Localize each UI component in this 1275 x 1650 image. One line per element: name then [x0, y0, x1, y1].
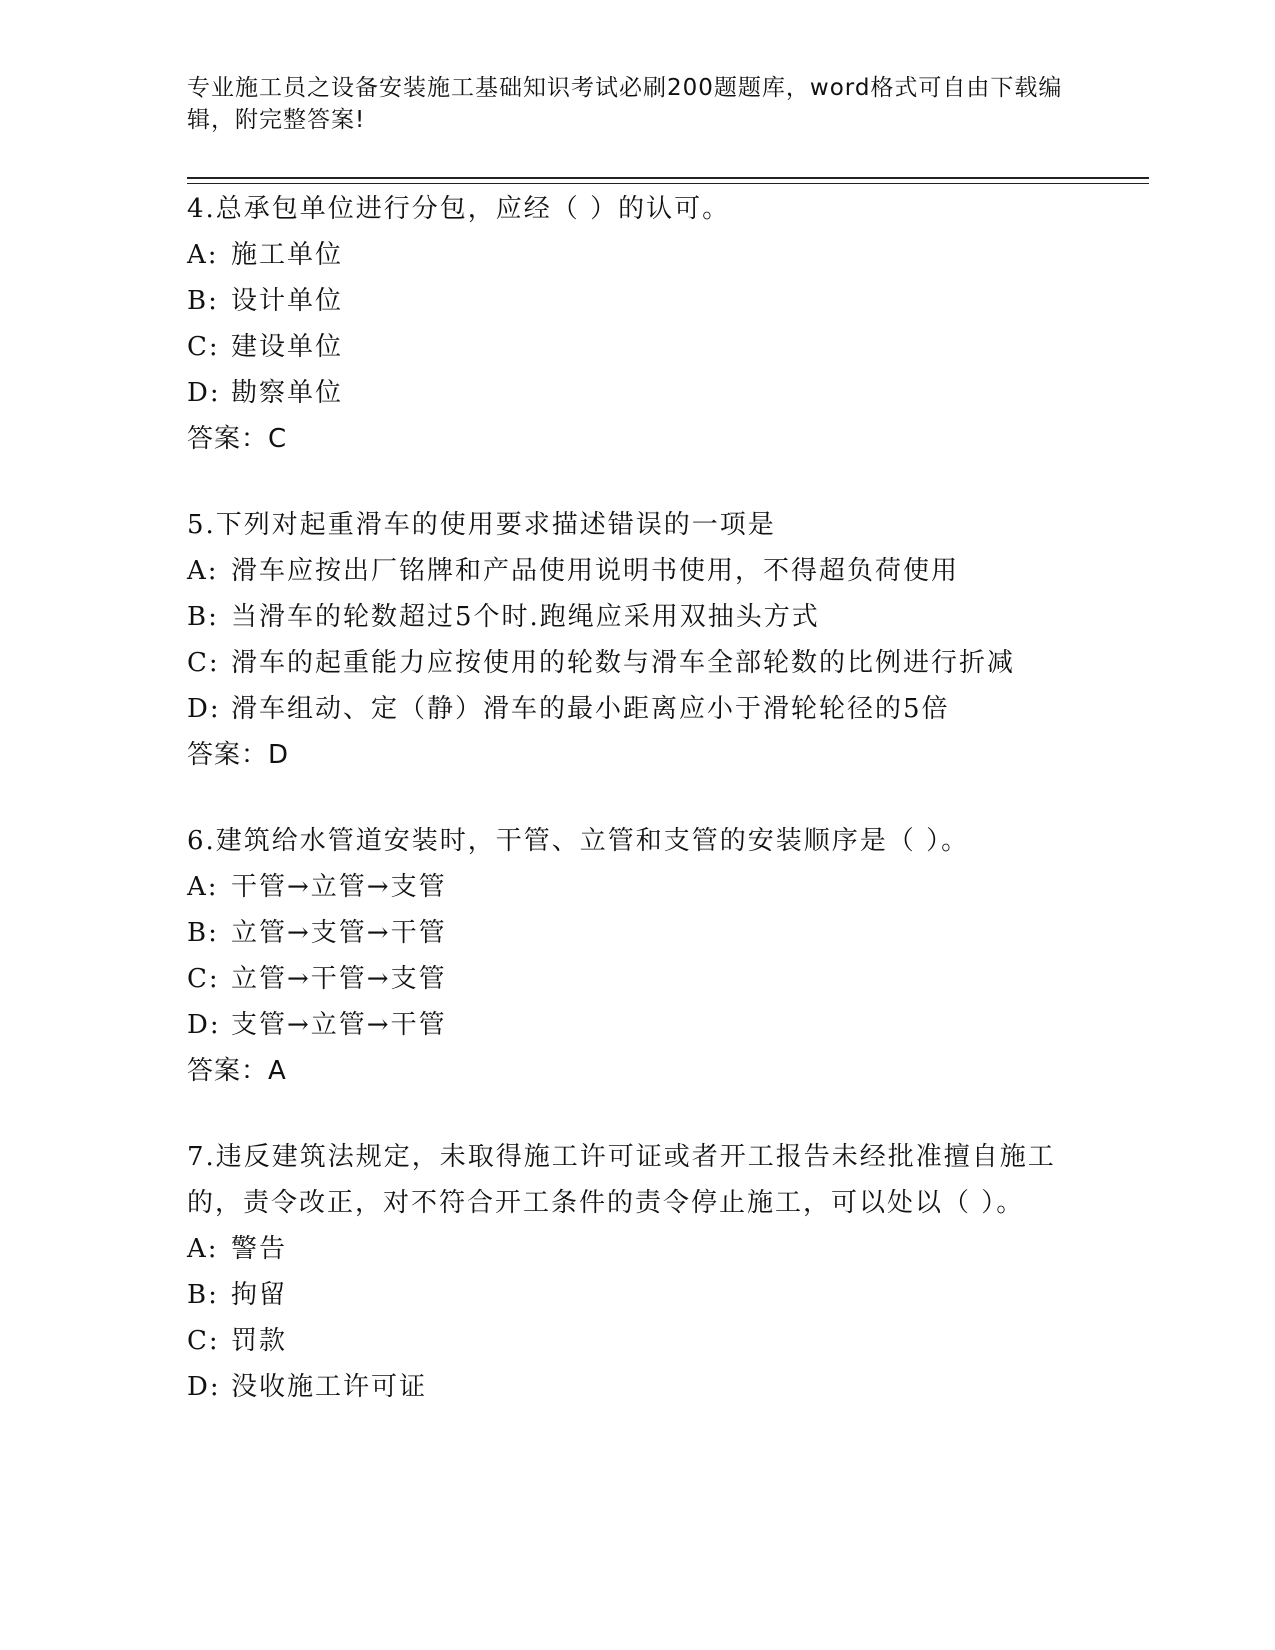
option-text: 滑车的起重能力应按使用的轮数与滑车全部轮数的比例进行折减	[231, 648, 1016, 678]
answer-line: 答案：C	[187, 424, 288, 454]
option-key: C:	[187, 648, 220, 678]
option-d	[187, 686, 1149, 732]
option-text: 没收施工许可证	[231, 1372, 428, 1402]
answer-line: 答案：D	[187, 740, 290, 770]
option-text: 建设单位	[231, 332, 344, 362]
option-text: 滑车应按出厂铭牌和产品使用说明书使用，不得超负荷使用	[231, 556, 960, 586]
question-stem: 5.下列对起重滑车的使用要求描述错误的一项是	[187, 510, 776, 540]
option-text: 勘察单位	[231, 378, 344, 408]
option-text: 设计单位	[231, 286, 344, 316]
question-stem: 4.总承包单位进行分包，应经（ ）的认可。	[187, 194, 731, 224]
option-key: B:	[187, 286, 219, 316]
option-key: B:	[187, 1280, 219, 1310]
option-text: 滑车组动、定（静）滑车的最小距离应小于滑轮轮径的5倍	[231, 694, 950, 724]
option-key: D:	[187, 1372, 221, 1402]
option-c	[187, 1318, 1149, 1364]
option-key: A:	[187, 1234, 219, 1264]
question-5	[187, 502, 1149, 778]
option-key: A:	[187, 240, 219, 270]
header-divider	[187, 177, 1149, 184]
option-d	[187, 370, 1149, 416]
option-key: A:	[187, 556, 219, 586]
option-text: 罚款	[231, 1326, 288, 1356]
option-a	[187, 548, 1149, 594]
option-text: 拘留	[231, 1280, 288, 1310]
option-key: B:	[187, 602, 219, 632]
option-key: A:	[187, 872, 219, 902]
question-stem: 7.违反建筑法规定，未取得施工许可证或者开工报告未经批准擅自施工的，责令改正，对不符合开工条件的责令停止施工，可以处以（ ）。	[187, 1142, 1056, 1218]
option-text: 施工单位	[231, 240, 344, 270]
option-key: D:	[187, 1010, 221, 1040]
option-key: C:	[187, 1326, 220, 1356]
option-c	[187, 324, 1149, 370]
question-4	[187, 186, 1149, 462]
option-c	[187, 956, 1149, 1002]
option-b	[187, 278, 1149, 324]
option-text: 干管→立管→支管	[231, 872, 447, 902]
option-key: C:	[187, 332, 220, 362]
option-key: D:	[187, 378, 221, 408]
option-a	[187, 864, 1149, 910]
option-text: 当滑车的轮数超过5个时.跑绳应采用双抽头方式	[231, 602, 820, 632]
option-b	[187, 1272, 1149, 1318]
option-text: 立管→干管→支管	[231, 964, 447, 994]
option-text: 支管→立管→干管	[231, 1010, 447, 1040]
question-list	[187, 186, 1149, 1450]
document-header: 专业施工员之设备安装施工基础知识考试必刷200题题库，word格式可自由下载编辑，附完整答案!	[187, 75, 1063, 133]
question-6	[187, 818, 1149, 1094]
option-a	[187, 232, 1149, 278]
question-stem: 6.建筑给水管道安装时，干管、立管和支管的安装顺序是（ ）。	[187, 826, 970, 856]
option-d	[187, 1364, 1149, 1410]
option-key: D:	[187, 694, 221, 724]
option-b	[187, 910, 1149, 956]
answer-line: 答案：A	[187, 1056, 287, 1086]
option-b	[187, 594, 1149, 640]
option-key: C:	[187, 964, 220, 994]
option-a	[187, 1226, 1149, 1272]
option-c	[187, 640, 1149, 686]
option-key: B:	[187, 918, 219, 948]
option-text: 立管→支管→干管	[231, 918, 447, 948]
option-text: 警告	[231, 1234, 288, 1264]
option-d	[187, 1002, 1149, 1048]
question-7	[187, 1134, 1149, 1410]
